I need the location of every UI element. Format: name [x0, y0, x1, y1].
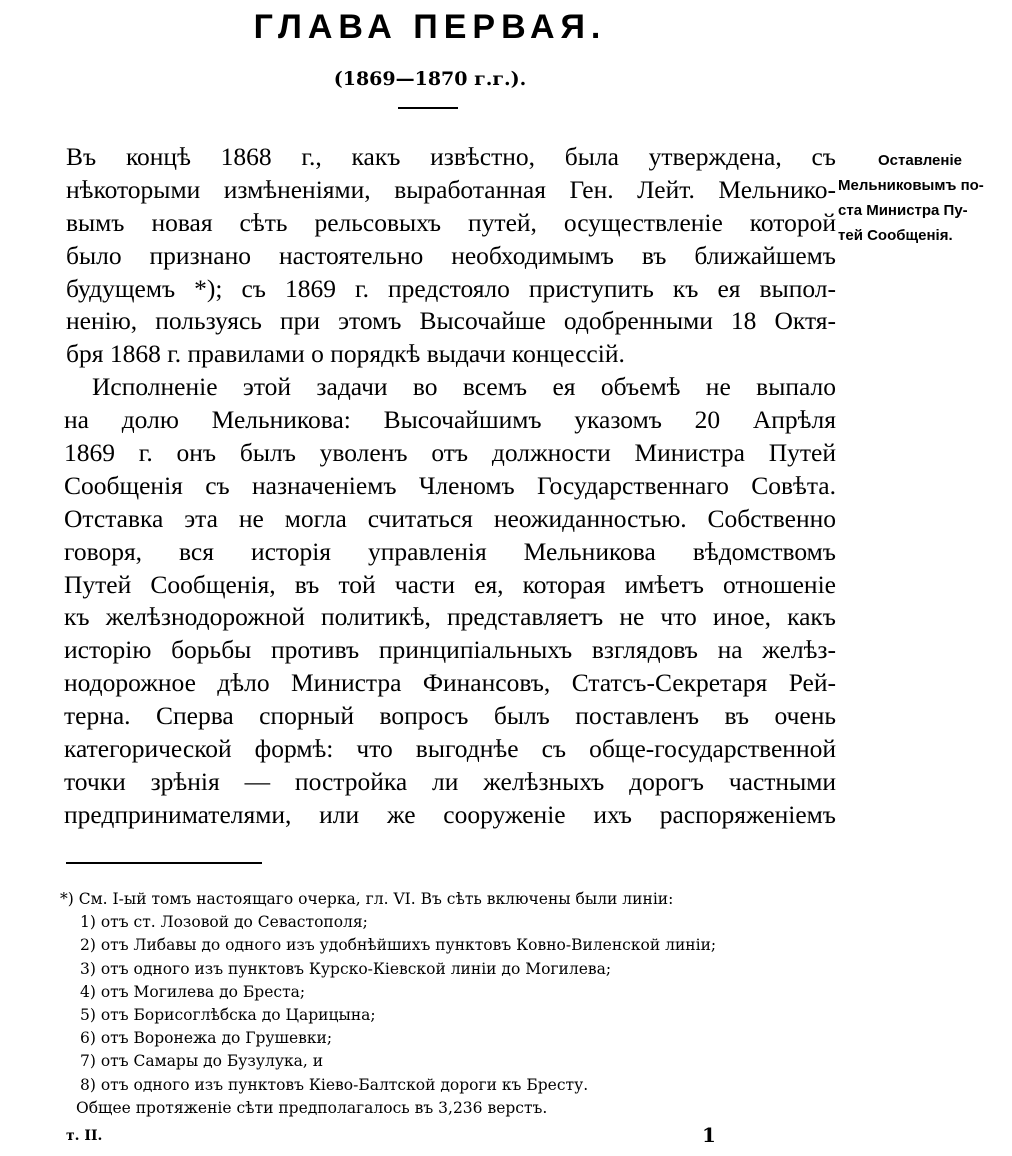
text-line: терна. Сперва спорный вопросъ былъ поставленъ въ очень — [64, 701, 836, 731]
footnote-total: Общее протяженіе сѣти предполагалось въ 3,236 верстъ. — [76, 1098, 548, 1117]
text-line: Отставка эта не могла считаться неожиданностью. Собственно — [64, 503, 836, 533]
margin-note-line: Оставленіе — [878, 152, 962, 169]
text-line: нодорожное дѣло Министра Финансовъ, Статсъ-Секретаря Рей- — [64, 668, 836, 698]
text-line: точки зрѣнія — постройка ли желѣзныхъ дорогъ частными — [64, 766, 836, 796]
footnote-divider — [66, 862, 262, 864]
text-line: категорической формѣ: что выгоднѣе съ обще-государственной — [64, 734, 836, 764]
page-number: 1 — [702, 1123, 716, 1147]
text-line: нѣкоторыми измѣненіями, выработанная Ген. Лейт. Мельнико- — [66, 174, 836, 204]
chapter-title: ГЛАВА ПЕРВАЯ. — [253, 8, 607, 46]
text-line: исторію борьбы противъ принципіальныхъ взглядовъ на желѣз- — [64, 635, 836, 665]
text-line: ненію, пользуясь при этомъ Высочайше одобренными 18 Октя- — [66, 306, 836, 336]
margin-note-line: тей Сообщенія. — [838, 227, 953, 244]
text-line: будущемъ *); съ 1869 г. предстояло приступить къ ея выпол- — [66, 273, 836, 303]
footnote-item: 7) отъ Самары до Бузулука, и — [80, 1052, 324, 1071]
text-line: вымъ новая сѣть рельсовыхъ путей, осуществленіе которой — [66, 207, 836, 237]
margin-note-line: Мельниковымъ по- — [838, 177, 984, 194]
text-line: Путей Сообщенія, въ той части ея, которая имѣетъ отношеніе — [64, 569, 836, 599]
footnote-intro: *) См. І-ый томъ настоящаго очерка, гл. VI. Въ сѣть включены были линіи: — [60, 890, 674, 908]
text-line: бря 1868 г. правилами о порядкѣ выдачи концессій. — [66, 339, 625, 369]
text-line: къ желѣзнодорожной политикѣ, представляетъ не что иное, какъ — [64, 602, 836, 632]
text-line: Въ концѣ 1868 г., какъ извѣстно, была утверждена, съ — [66, 142, 836, 171]
footnote-item: 4) отъ Могилева до Бреста; — [80, 982, 306, 1001]
margin-note-line: ста Министра Пу- — [838, 202, 968, 219]
footnote-item: 3) отъ одного изъ пунктовъ Курско-Кіевской линіи до Могилева; — [80, 959, 612, 978]
text-line: Сообщенія съ назначеніемъ Членомъ Государственнаго Совѣта. — [64, 470, 836, 500]
footnotes — [60, 888, 820, 1120]
title-divider — [398, 107, 458, 109]
text-line: на долю Мельникова: Высочайшимъ указомъ 20 Апрѣля — [64, 405, 836, 435]
chapter-dates: (1869—1870 г.г.). — [333, 68, 527, 90]
footnote-item: 1) отъ ст. Лозовой до Севастополя; — [80, 913, 368, 932]
footnote-item: 8) отъ одного изъ пунктовъ Кіево-Балтской дороги къ Бресту. — [80, 1075, 589, 1094]
footnote-item: 5) отъ Борисоглѣбска до Царицына; — [80, 1006, 376, 1025]
text-line: Исполненіе этой задачи во всемъ ея объемѣ не выпало — [92, 372, 836, 402]
text-line: было признано настоятельно необходимымъ въ ближайшемъ — [66, 240, 836, 270]
text-line: предпринимателями, или же сооруженіе ихъ распоряженіемъ — [64, 799, 836, 829]
footnote-item: 2) отъ Либавы до одного изъ удобнѣйшихъ пунктовъ Ковно-Виленской линіи; — [80, 936, 717, 955]
margin-note — [838, 148, 990, 248]
main-text — [66, 141, 836, 832]
volume-mark: т. II. — [66, 1128, 103, 1144]
footnote-item: 6) отъ Воронежа до Грушевки; — [80, 1029, 333, 1048]
text-line: говоря, вся исторія управленія Мельникова вѣдомствомъ — [64, 536, 836, 566]
text-line: 1869 г. онъ былъ уволенъ отъ должности Министра Путей — [64, 438, 836, 468]
